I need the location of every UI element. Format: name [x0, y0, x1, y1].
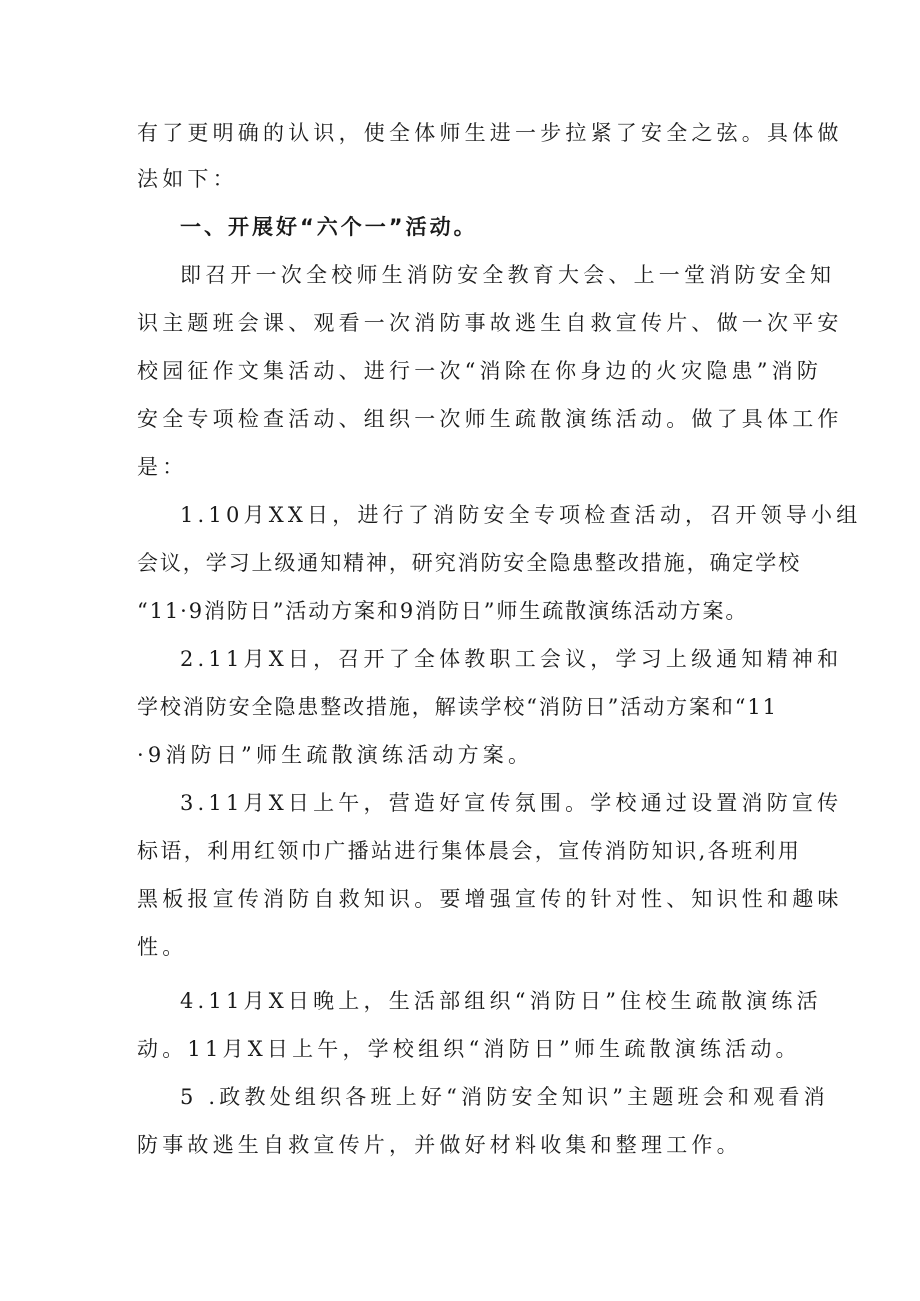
paragraph-line: 会议，学习上级通知精神，研究消防安全隐患整改措施，确定学校: [137, 551, 802, 575]
paragraph-line: 5 .政教处组织各班上好“消防安全知识”主题班会和观看消: [180, 1085, 829, 1109]
paragraph-line: 标语，利用红领巾广播站进行集体晨会，宣传消防知识,各班利用: [137, 839, 802, 863]
paragraph-line: 性。: [137, 935, 188, 959]
paragraph-line: 防事故逃生自救宣传片，并做好材料收集和整理工作。: [137, 1133, 742, 1157]
paragraph-line: 有了更明确的认识，使全体师生进一步拉紧了安全之弦。具体做: [137, 121, 843, 145]
paragraph-line: 1.10月XX日，进行了消防安全专项检查活动，召开领导小组: [180, 503, 862, 527]
paragraph-line: 动。11月X日上午，学校组织“消防日”师生疏散演练活动。: [137, 1037, 801, 1061]
paragraph-line: 学校消防安全隐患整改措施，解读学校“消防日”活动方案和“11: [137, 695, 778, 719]
paragraph-line: 黑板报宣传消防自救知识。要增强宣传的针对性、知识性和趣味: [137, 887, 843, 911]
paragraph-line: 是：: [137, 455, 188, 479]
paragraph-line: 3.11月X日上午，营造好宣传氛围。学校通过设置消防宣传: [180, 791, 843, 815]
paragraph-line: “11·9消防日”活动方案和9消防日”师生疏散演练活动方案。: [137, 599, 749, 623]
paragraph-line: 识主题班会课、观看一次消防事故逃生自救宣传片、做一次平安: [137, 311, 843, 335]
paragraph-line: 即召开一次全校师生消防安全教育大会、上一堂消防安全知: [180, 263, 836, 287]
paragraph-line: 校园征作文集活动、进行一次“消除在你身边的火灾隐患”消防: [137, 359, 823, 383]
paragraph-line: 2.11月X日，召开了全体教职工会议，学习上级通知精神和: [180, 647, 843, 671]
paragraph-line: 安全专项检查活动、组织一次师生疏散演练活动。做了具体工作: [137, 407, 843, 431]
paragraph-line: 4.11月X日晚上，生活部组织“消防日”住校生疏散演练活: [180, 989, 822, 1013]
paragraph-line: ·9消防日”师生疏散演练活动方案。: [137, 743, 534, 767]
paragraph-line: 法如下：: [137, 167, 238, 191]
section-heading: 一、开展好“六个一”活动。: [180, 215, 478, 239]
